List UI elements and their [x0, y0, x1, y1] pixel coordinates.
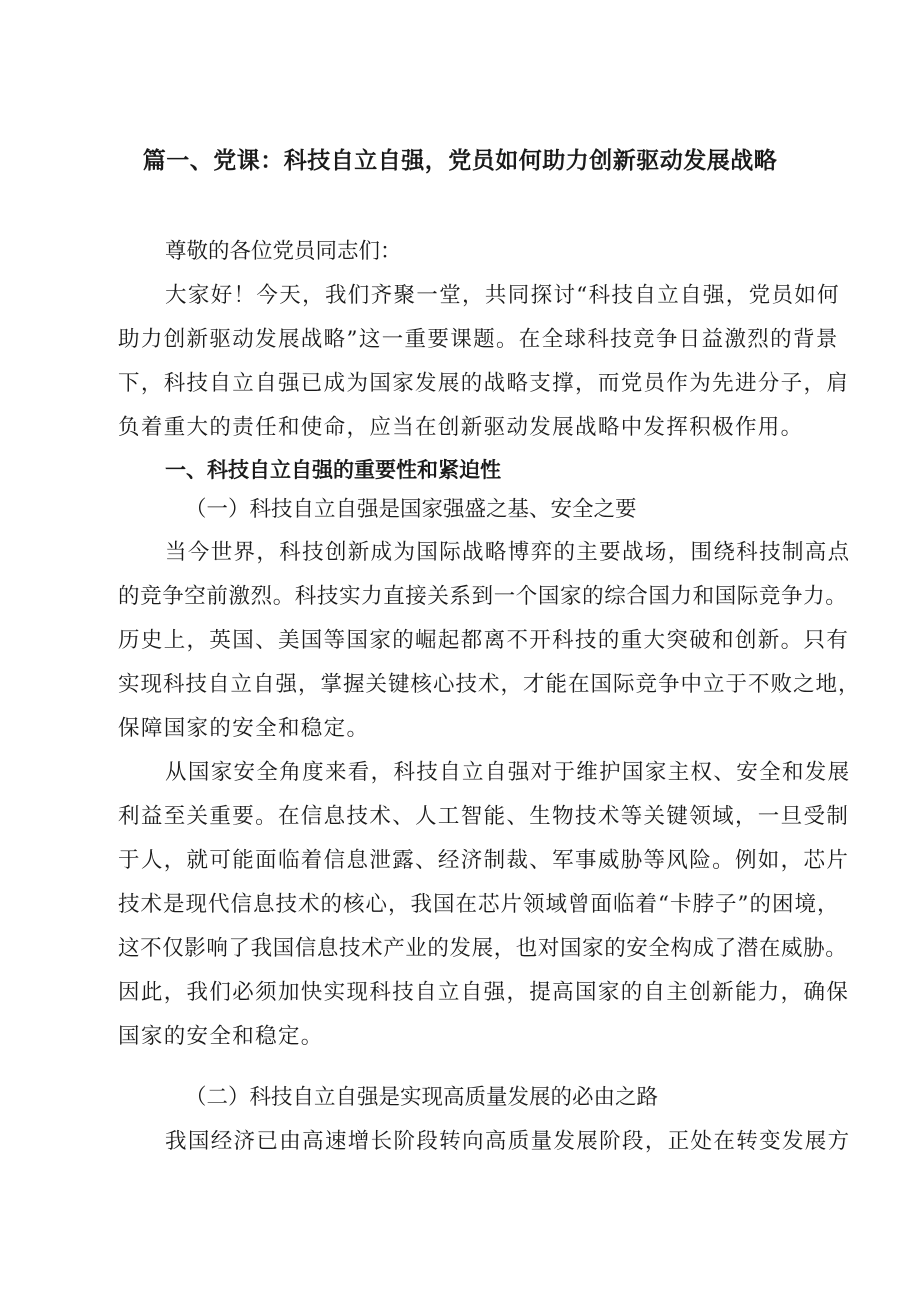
paragraph-line: 因此，我们必须加快实现科技自立自强，提高国家的自主创新能力，确保 — [118, 980, 850, 1005]
paragraph-line: 当今世界，科技创新成为国际战略博弈的主要战场，围绕科技制高点 — [165, 540, 851, 565]
subsection-heading: （一）科技自立自强是国家强盛之基、安全之要 — [185, 497, 637, 522]
paragraph-line: 技术是现代信息技术的核心，我国在芯片领域曾面临着“卡脖子”的困境， — [118, 892, 840, 917]
paragraph-line: 国家的安全和稳定。 — [118, 1024, 324, 1049]
document-title: 篇一、党课：科技自立自强，党员如何助力创新驱动发展战略 — [142, 148, 778, 174]
intro-line: 下，科技自立自强已成为国家发展的战略支撑，而党员作为先进分子，肩 — [118, 371, 850, 396]
paragraph-line: 历史上，英国、美国等国家的崛起都离不开科技的重大突破和创新。只有 — [118, 628, 850, 653]
paragraph-line: 的竞争空前激烈。科技实力直接关系到一个国家的综合国力和国际竞争力。 — [118, 584, 848, 609]
intro-line: 负着重大的责任和使命，应当在创新驱动发展战略中发挥积极作用。 — [118, 415, 804, 440]
paragraph-line: 我国经济已由高速增长阶段转向高质量发展阶段，正处在转变发展方 — [165, 1129, 851, 1154]
paragraph-line: 这不仅影响了我国信息技术产业的发展，也对国家的安全构成了潜在威胁。 — [118, 936, 848, 961]
paragraph-line: 保障国家的安全和稳定。 — [118, 716, 370, 741]
subsection-heading: （二）科技自立自强是实现高质量发展的必由之路 — [185, 1085, 659, 1110]
greeting: 尊敬的各位党员同志们： — [165, 239, 402, 264]
intro-line: 大家好！今天，我们齐聚一堂，共同探讨“科技自立自强，党员如何 — [165, 283, 840, 308]
intro-line: 助力创新驱动发展战略”这一重要课题。在全球科技竞争日益激烈的背景 — [118, 327, 839, 352]
paragraph-line: 利益至关重要。在信息技术、人工智能、生物技术等关键领域，一旦受制 — [118, 804, 850, 829]
paragraph-line: 从国家安全角度来看，科技自立自强对于维护国家主权、安全和发展 — [165, 760, 851, 785]
section-heading: 一、科技自立自强的重要性和紧迫性 — [165, 458, 501, 482]
paragraph-line: 于人，就可能面临着信息泄露、经济制裁、军事威胁等风险。例如，芯片 — [118, 848, 850, 873]
paragraph-line: 实现科技自立自强，掌握关键核心技术，才能在国际竞争中立于不败之地， — [118, 672, 861, 697]
